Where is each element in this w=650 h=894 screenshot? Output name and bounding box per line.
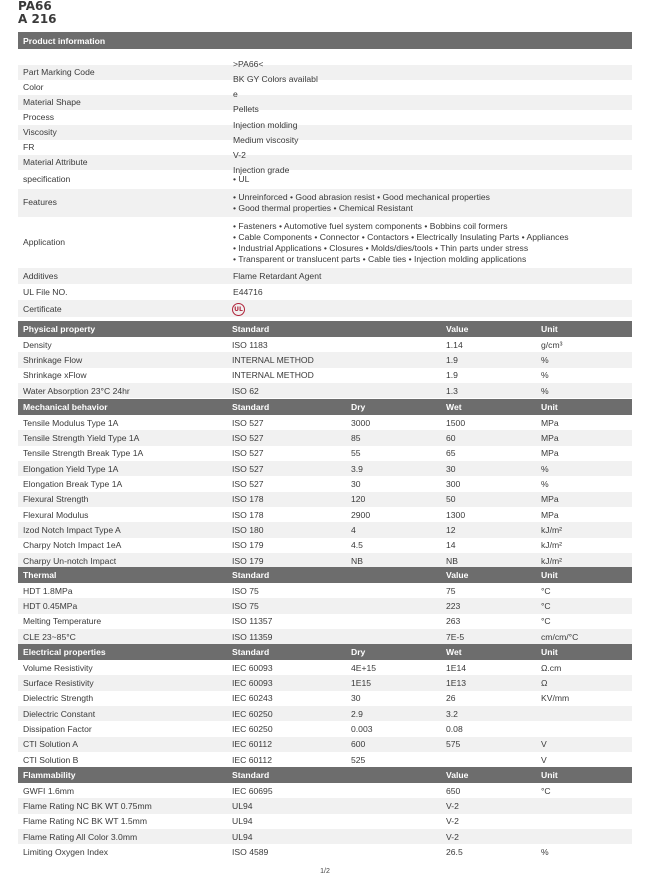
material-attribute-value: Injection grade bbox=[233, 165, 290, 175]
table-row-stripe bbox=[18, 492, 632, 507]
table-cell-wet-value: 65 bbox=[446, 448, 456, 459]
table-cell-wet-value: 1500 bbox=[446, 417, 466, 428]
table-cell-wet-value: 300 bbox=[446, 479, 461, 490]
product-name: PA66 bbox=[18, 0, 52, 13]
electrical-properties-header bbox=[18, 644, 632, 660]
table-row-stripe bbox=[18, 737, 632, 752]
table-cell-dry-value: 85 bbox=[351, 433, 361, 444]
table-cell-standard: ISO 527 bbox=[232, 448, 264, 459]
table-cell-wet-value: 263 bbox=[446, 616, 461, 627]
specification-label: specification bbox=[23, 174, 71, 184]
electrical-properties-header-property-name: Electrical properties bbox=[23, 647, 106, 657]
thermal-header-standard: Standard bbox=[232, 570, 270, 580]
table-cell-wet-value: 30 bbox=[446, 463, 456, 474]
info-stripe bbox=[18, 300, 632, 317]
product-info-header-label: Product information bbox=[23, 35, 106, 46]
application-label: Application bbox=[23, 237, 66, 247]
table-cell-standard: ISO 62 bbox=[232, 385, 259, 396]
process-value: Injection molding bbox=[233, 120, 298, 130]
table-cell-standard: IEC 60250 bbox=[232, 724, 273, 735]
table-cell-unit: kJ/m² bbox=[541, 525, 563, 536]
table-cell-standard: IEC 60093 bbox=[232, 662, 273, 673]
table-cell-dry-value: 3.9 bbox=[351, 463, 363, 474]
table-cell-standard: ISO 180 bbox=[232, 525, 264, 536]
table-row-stripe bbox=[18, 629, 632, 644]
table-cell-property-name: Flame Rating All Color 3.0mm bbox=[23, 831, 138, 842]
page-number: 1/2 bbox=[320, 868, 330, 875]
mechanical-behavior-header-property-name: Mechanical behavior bbox=[23, 402, 108, 412]
table-cell-wet-value: 1.9 bbox=[446, 370, 458, 381]
ul-file-value: E44716 bbox=[233, 287, 263, 297]
table-cell-property-name: Volume Resistivity bbox=[23, 662, 93, 673]
process-label: Process bbox=[23, 112, 55, 122]
table-cell-unit: °C bbox=[541, 585, 551, 596]
physical-property-header-standard: Standard bbox=[232, 324, 270, 334]
table-cell-wet-value: 60 bbox=[446, 433, 456, 444]
fr-value: V-2 bbox=[233, 150, 246, 160]
thermal-header-property-name: Thermal bbox=[23, 570, 57, 580]
table-cell-dry-value: 30 bbox=[351, 693, 361, 704]
color-label: Color bbox=[23, 82, 44, 92]
table-cell-standard: ISO 527 bbox=[232, 433, 264, 444]
table-row-stripe bbox=[18, 706, 632, 721]
mechanical-behavior-header-standard: Standard bbox=[232, 402, 270, 412]
table-cell-unit: kJ/m² bbox=[541, 555, 563, 566]
info-stripe bbox=[18, 65, 632, 80]
table-row-stripe bbox=[18, 352, 632, 367]
table-cell-dry-value: 30 bbox=[351, 479, 361, 490]
table-cell-standard: INTERNAL METHOD bbox=[232, 355, 314, 366]
material-shape-value: Pellets bbox=[233, 104, 259, 114]
table-cell-unit: Ω bbox=[541, 678, 548, 689]
table-cell-wet-value: 50 bbox=[446, 494, 456, 505]
table-cell-wet-value: 0.08 bbox=[446, 724, 463, 735]
table-cell-wet-value: 75 bbox=[446, 585, 456, 596]
table-cell-wet-value: V-2 bbox=[446, 816, 459, 827]
application-line: • Fasteners • Automotive fuel system components • Bobbins coil formers bbox=[233, 221, 508, 231]
table-cell-standard: ISO 179 bbox=[232, 540, 264, 551]
table-cell-unit: °C bbox=[541, 616, 551, 627]
material-shape-label: Material Shape bbox=[23, 97, 81, 107]
table-cell-property-name: Flame Rating NC BK WT 0.75mm bbox=[23, 801, 152, 812]
table-cell-unit: MPa bbox=[541, 417, 559, 428]
mechanical-behavior-header-dry-value: Dry bbox=[351, 402, 366, 412]
flammability-header-unit: Unit bbox=[541, 770, 558, 780]
flammability-header-property-name: Flammability bbox=[23, 770, 76, 780]
table-cell-standard: ISO 1183 bbox=[232, 339, 268, 350]
table-cell-wet-value: 1.9 bbox=[446, 355, 458, 366]
table-cell-property-name: Charpy Un-notch Impact bbox=[23, 555, 117, 566]
physical-property-header-unit: Unit bbox=[541, 324, 558, 334]
table-cell-standard: ISO 75 bbox=[232, 601, 259, 612]
table-cell-unit: g/cm³ bbox=[541, 339, 563, 350]
table-cell-standard: IEC 60112 bbox=[232, 754, 272, 765]
table-cell-property-name: Izod Notch Impact Type A bbox=[23, 525, 121, 536]
table-cell-standard: IEC 60695 bbox=[232, 785, 273, 796]
table-cell-property-name: Surface Resistivity bbox=[23, 678, 94, 689]
table-cell-wet-value: 26 bbox=[446, 693, 456, 704]
table-cell-standard: UL94 bbox=[232, 816, 253, 827]
physical-property-header-wet-value: Value bbox=[446, 324, 469, 334]
table-cell-standard: IEC 60243 bbox=[232, 693, 273, 704]
table-cell-dry-value: 4.5 bbox=[351, 540, 363, 551]
application-line: • Industrial Applications • Closures • Molds/dies/tools • Thin parts under stress bbox=[233, 243, 529, 253]
info-stripe bbox=[18, 95, 632, 110]
table-cell-standard: INTERNAL METHOD bbox=[232, 370, 314, 381]
table-cell-wet-value: 1300 bbox=[446, 509, 466, 520]
viscosity-value: Medium viscosity bbox=[233, 135, 299, 145]
electrical-properties-header-standard: Standard bbox=[232, 647, 270, 657]
table-cell-dry-value: 600 bbox=[351, 739, 366, 750]
table-cell-property-name: Dissipation Factor bbox=[23, 724, 92, 735]
table-cell-property-name: CTI Solution B bbox=[23, 754, 79, 765]
mechanical-behavior-header-wet-value: Wet bbox=[446, 402, 462, 412]
table-cell-dry-value: 120 bbox=[351, 494, 366, 505]
table-cell-unit: Ω.cm bbox=[541, 662, 562, 673]
physical-property-header-property-name: Physical property bbox=[23, 324, 96, 334]
table-cell-unit: % bbox=[541, 847, 549, 858]
table-cell-dry-value: 525 bbox=[351, 754, 366, 765]
table-row-stripe bbox=[18, 675, 632, 690]
table-cell-property-name: Flexural Modulus bbox=[23, 509, 89, 520]
mechanical-behavior-header-unit: Unit bbox=[541, 402, 558, 412]
product-info-header bbox=[18, 32, 632, 49]
specification-value: • UL bbox=[233, 174, 250, 184]
table-cell-property-name: HDT 1.8MPa bbox=[23, 585, 73, 596]
electrical-properties-header-wet-value: Wet bbox=[446, 647, 462, 657]
table-cell-property-name: Dielectric Strength bbox=[23, 693, 94, 704]
table-cell-property-name: Dielectric Constant bbox=[23, 708, 96, 719]
info-stripe bbox=[18, 125, 632, 140]
table-cell-property-name: Charpy Notch Impact 1eA bbox=[23, 540, 122, 551]
info-stripe bbox=[18, 268, 632, 284]
application-line: • Transparent or translucent parts • Cable ties • Injection molding applications bbox=[233, 254, 527, 264]
table-cell-property-name: HDT 0.45MPa bbox=[23, 601, 78, 612]
table-cell-property-name: GWFI 1.6mm bbox=[23, 785, 75, 796]
color-value-wrap: e bbox=[233, 89, 238, 99]
table-cell-standard: ISO 527 bbox=[232, 417, 264, 428]
color-value: BK GY Colors availabl bbox=[233, 74, 318, 84]
table-cell-unit: kJ/m² bbox=[541, 540, 563, 551]
table-cell-property-name: Limiting Oxygen Index bbox=[23, 847, 109, 858]
certificate-label: Certificate bbox=[23, 304, 62, 314]
table-cell-wet-value: NB bbox=[446, 555, 458, 566]
table-cell-dry-value: 0.003 bbox=[351, 724, 373, 735]
part-marking-code-label: Part Marking Code bbox=[23, 67, 95, 77]
table-cell-standard: IEC 60250 bbox=[232, 708, 273, 719]
table-cell-property-name: Elongation Break Type 1A bbox=[23, 479, 123, 490]
table-cell-dry-value: 2900 bbox=[351, 509, 371, 520]
table-cell-wet-value: 650 bbox=[446, 785, 461, 796]
table-cell-standard: ISO 527 bbox=[232, 479, 264, 490]
flammability-header-wet-value: Value bbox=[446, 770, 469, 780]
table-cell-property-name: Water Absorption 23°C 24hr bbox=[23, 385, 130, 396]
ul-certification-icon bbox=[232, 303, 245, 316]
product-grade: A 216 bbox=[18, 12, 57, 26]
table-cell-unit: % bbox=[541, 355, 549, 366]
table-cell-standard: UL94 bbox=[232, 831, 253, 842]
table-cell-unit: KV/mm bbox=[541, 693, 570, 704]
table-cell-wet-value: 7E-5 bbox=[446, 631, 465, 642]
table-cell-standard: ISO 75 bbox=[232, 585, 259, 596]
table-cell-property-name: CTI Solution A bbox=[23, 739, 78, 750]
table-cell-wet-value: 575 bbox=[446, 739, 461, 750]
table-cell-dry-value: 2.9 bbox=[351, 708, 363, 719]
additives-label: Additives bbox=[23, 271, 58, 281]
table-cell-unit: MPa bbox=[541, 509, 559, 520]
features-line: • Good thermal properties • Chemical Resistant bbox=[233, 203, 413, 213]
table-cell-wet-value: 3.2 bbox=[446, 708, 458, 719]
info-stripe bbox=[18, 155, 632, 170]
table-cell-wet-value: 26.5 bbox=[446, 847, 463, 858]
table-cell-unit: MPa bbox=[541, 433, 559, 444]
table-cell-unit: °C bbox=[541, 601, 551, 612]
table-cell-unit: V bbox=[541, 739, 547, 750]
viscosity-label: Viscosity bbox=[23, 127, 57, 137]
table-cell-wet-value: 1E14 bbox=[446, 662, 467, 673]
table-cell-unit: MPa bbox=[541, 448, 559, 459]
table-cell-property-name: Flexural Strength bbox=[23, 494, 89, 505]
table-cell-property-name: Density bbox=[23, 339, 52, 350]
table-cell-unit: % bbox=[541, 463, 549, 474]
table-cell-dry-value: NB bbox=[351, 555, 363, 566]
table-cell-property-name: CLE 23~85°C bbox=[23, 631, 76, 642]
table-cell-wet-value: V-2 bbox=[446, 831, 459, 842]
fr-label: FR bbox=[23, 142, 35, 152]
features-label: Features bbox=[23, 197, 57, 207]
additives-value: Flame Retardant Agent bbox=[233, 271, 322, 281]
table-cell-wet-value: 12 bbox=[446, 525, 456, 536]
table-cell-unit: cm/cm/°C bbox=[541, 631, 579, 642]
table-cell-standard: ISO 4589 bbox=[232, 847, 269, 858]
table-cell-property-name: Melting Temperature bbox=[23, 616, 102, 627]
table-cell-property-name: Tensile Strength Break Type 1A bbox=[23, 448, 144, 459]
table-cell-unit: % bbox=[541, 385, 549, 396]
thermal-header bbox=[18, 567, 632, 583]
electrical-properties-header-unit: Unit bbox=[541, 647, 558, 657]
table-cell-standard: ISO 11359 bbox=[232, 631, 273, 642]
features-line: • Unreinforced • Good abrasion resist • Good mechanical properties bbox=[233, 192, 490, 202]
mechanical-behavior-header bbox=[18, 399, 632, 415]
table-cell-standard: IEC 60093 bbox=[232, 678, 273, 689]
table-cell-unit: °C bbox=[541, 785, 551, 796]
thermal-header-unit: Unit bbox=[541, 570, 558, 580]
table-cell-unit: MPa bbox=[541, 494, 559, 505]
table-cell-dry-value: 4E+15 bbox=[351, 662, 377, 673]
part-marking-code-value: >PA66< bbox=[233, 59, 264, 69]
table-cell-property-name: Flame Rating NC BK WT 1.5mm bbox=[23, 816, 148, 827]
table-row-stripe bbox=[18, 598, 632, 613]
table-cell-standard: ISO 178 bbox=[232, 494, 264, 505]
table-cell-unit: % bbox=[541, 370, 549, 381]
table-cell-wet-value: 223 bbox=[446, 601, 461, 612]
material-attribute-label: Material Attribute bbox=[23, 157, 88, 167]
table-cell-property-name: Tensile Strength Yield Type 1A bbox=[23, 433, 140, 444]
table-cell-standard: ISO 527 bbox=[232, 463, 264, 474]
table-cell-wet-value: V-2 bbox=[446, 801, 459, 812]
table-cell-property-name: Shrinkage Flow bbox=[23, 355, 83, 366]
table-cell-property-name: Tensile Modulus Type 1A bbox=[23, 417, 119, 428]
table-cell-standard: UL94 bbox=[232, 801, 253, 812]
table-cell-standard: ISO 11357 bbox=[232, 616, 273, 627]
table-cell-standard: ISO 179 bbox=[232, 555, 264, 566]
physical-property-header bbox=[18, 321, 632, 337]
application-line: • Cable Components • Connector • Contactors • Electrically Insulating Parts • Appliances bbox=[233, 232, 569, 242]
table-cell-dry-value: 55 bbox=[351, 448, 361, 459]
table-cell-standard: IEC 60112 bbox=[232, 739, 272, 750]
thermal-header-wet-value: Value bbox=[446, 570, 469, 580]
table-cell-wet-value: 14 bbox=[446, 540, 456, 551]
table-cell-unit: % bbox=[541, 479, 549, 490]
flammability-header-standard: Standard bbox=[232, 770, 270, 780]
table-cell-dry-value: 4 bbox=[351, 525, 356, 536]
table-cell-dry-value: 1E15 bbox=[351, 678, 372, 689]
table-cell-wet-value: 1.3 bbox=[446, 385, 458, 396]
electrical-properties-header-dry-value: Dry bbox=[351, 647, 366, 657]
ul-mark-text: UL bbox=[234, 306, 243, 313]
table-cell-property-name: Shrinkage xFlow bbox=[23, 370, 87, 381]
ul-file-label: UL File NO. bbox=[23, 287, 68, 297]
table-cell-unit: V bbox=[541, 754, 547, 765]
table-cell-dry-value: 3000 bbox=[351, 417, 371, 428]
table-cell-wet-value: 1.14 bbox=[446, 339, 463, 350]
table-cell-standard: ISO 178 bbox=[232, 509, 264, 520]
table-cell-wet-value: 1E13 bbox=[446, 678, 467, 689]
table-cell-property-name: Elongation Yield Type 1A bbox=[23, 463, 119, 474]
flammability-header bbox=[18, 767, 632, 783]
